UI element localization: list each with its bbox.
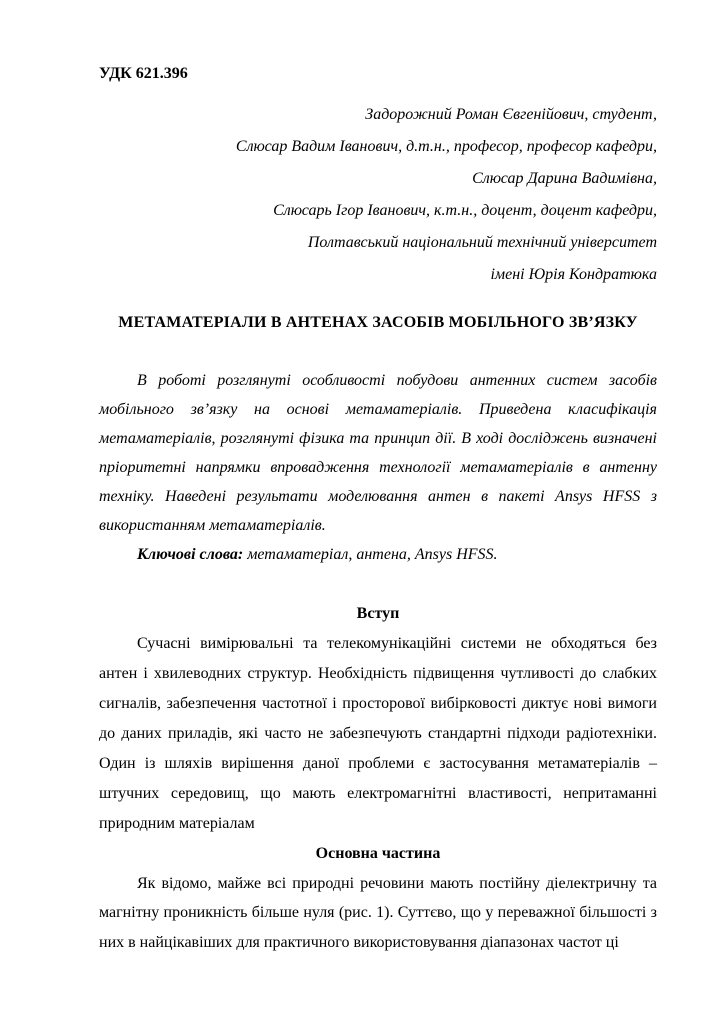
author-line: Слюсар Вадим Іванович, д.т.н., професор, професор кафедри, [235,137,657,155]
keywords-label: Ключові слова: [137,546,244,564]
affiliation-line: імені Юрія Кондратюка [490,265,657,283]
udc-number: УДК 621.396 [99,65,188,82]
section-heading-intro: Вступ [356,605,400,623]
main-part-paragraph: Як відомо, майже всі природні речовини мають постійну діелектричну та магнітну проникність більше нуля (рис. 1). Суттєво, що у переважної більшості з них в найцікавіших для практичного використовування діапазонах частот ці [99,874,657,952]
author-line: Задорожний Роман Євгенійович, студент, [365,105,657,123]
keywords-text: метаматеріал, антена, Ansys HFSS. [243,546,498,564]
keywords-line [99,540,657,569]
author-line: Слюсар Дарина Вадимівна, [472,169,657,187]
affiliation-line: Полтавський національний технічний університет [307,233,657,251]
abstract-paragraph: В роботі розглянуті особливості побудови антенних систем засобів мобільного зв’язку на основі метаматеріалів. Приведена класифікація метаматеріалів, розглянуті фізика та принцип дії. В ході досліджень визначені пріоритетні напрямки впровадження технології метаматеріалів в антенну техніку. Наведені результати моделювання антен в пакеті Ansys HFSS з використанням метаматеріалів. [99,371,657,535]
author-line: Слюсарь Ігор Іванович, к.т.н., доцент, доцент кафедри, [273,201,657,219]
paper-title: МЕТАМАТЕРІАЛИ В АНТЕНАХ ЗАСОБІВ МОБІЛЬНОГО ЗВ’ЯЗКУ [118,313,638,331]
author-block [99,99,657,291]
section-heading-main-part: Основна частина [315,844,441,862]
intro-paragraph: Сучасні вимірювальні та телекомунікаційні системи не обходяться без антен і хвилеводних структур. Необхідність підвищення чутливості до слабких сигналів, забезпечення частотної і просторової вибірковості диктує нові вимоги до даних приладів, які часто не забезпечують стандартні підходи радіотехніки. Один із шляхів вирішення даної проблеми є застосування метаматеріалів – штучних середовищ, що мають електромагнітні властивості, непритаманні природним матеріалам [99,635,657,832]
